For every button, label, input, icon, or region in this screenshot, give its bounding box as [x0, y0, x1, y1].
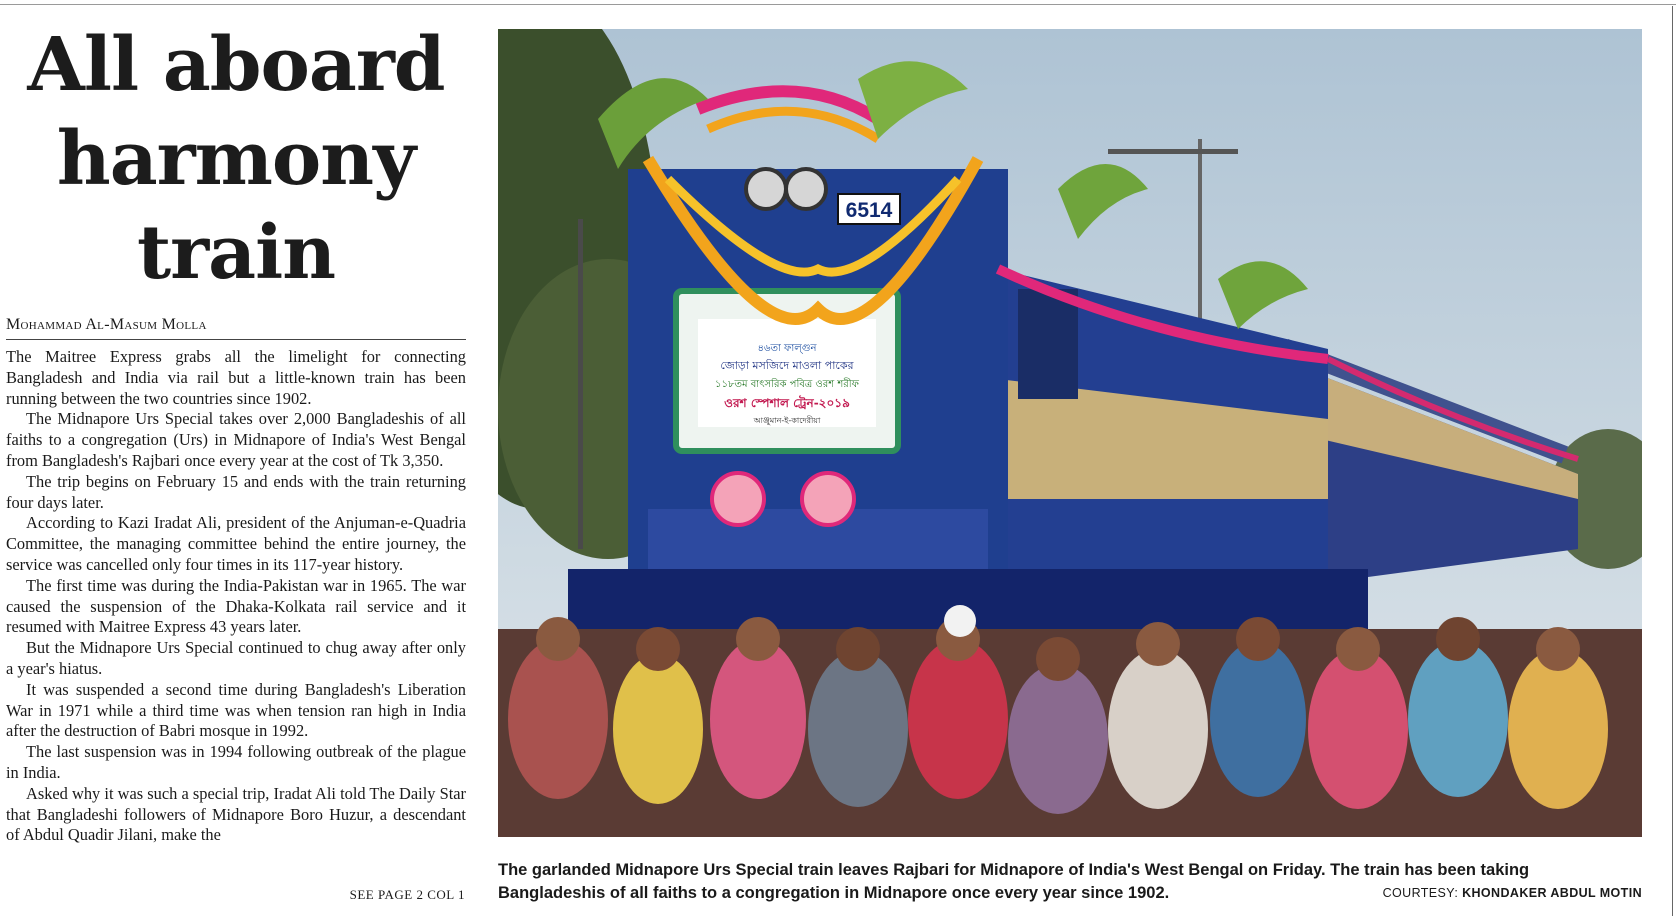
credit-name: KHONDAKER ABDUL MOTIN — [1462, 886, 1642, 900]
article-paragraph: The trip begins on February 15 and ends with the train returning four days later. — [6, 471, 466, 512]
article-paragraph: The Maitree Express grabs all the limelight for connecting Bangladesh and India via rail but a little-known train has been running between the two countries since 1902. — [6, 347, 466, 408]
article-paragraph: But the Midnapore Urs Special continued to chug away after only a year's hiatus. — [6, 638, 466, 678]
banner-line: ওরশ স্পেশাল ট্রেন-২০১৯ — [724, 396, 850, 410]
headline-line: All aboard — [27, 22, 445, 108]
banner-line: ৪৬তা ফাল্গুন — [757, 343, 817, 354]
banner-line: ১১৮তম বাৎসরিক পবিত্র ওরশ শরীফ — [715, 379, 859, 390]
headline-line: harmony — [56, 116, 416, 202]
article-paragraph: The Midnapore Urs Special takes over 2,000 Bangladeshis of all faiths to a congregation (Urs) in Midnapore of India's West Bengal from Bangladesh's Rajbari once every year at the cost of Tk 3,350. — [6, 409, 466, 470]
article-body — [6, 347, 466, 846]
banner-line: আঞ্জুমান-ই-কাদেরীয়া — [753, 416, 821, 425]
page-edge-rule — [1672, 6, 1673, 916]
train-photo — [498, 29, 1642, 837]
headline — [6, 18, 466, 300]
photo-caption: The garlanded Midnapore Urs Special train leaves Rajbari for Midnapore of India's West Bengal on Friday. The train has been taking Bangladeshis of all faiths to a congregation in Midnapore once every year since 1902. — [498, 861, 1530, 902]
article-paragraph: According to Kazi Iradat Ali, president of the Anjuman-e-Quadria Committee, the managing committee behind the entire journey, the service was cancelled only four times in its 117-year history. — [6, 513, 466, 574]
continued-on-page-2[interactable]: SEE PAGE 2 COL 1 — [349, 887, 465, 902]
train-photo-illustration — [498, 29, 1642, 837]
locomotive-number: 6514 — [845, 199, 893, 222]
article-paragraph: Asked why it was such a special trip, Iradat Ali told The Daily Star that Bangladeshi followers of Midnapore Boro Huzur, a descendant of Abdul Quadir Jilani, make the — [6, 783, 466, 845]
article-paragraph: It was suspended a second time during Bangladesh's Liberation War in 1971 while a third time was when tension ran high in India after the destruction of Babri mosque in 1992. — [6, 679, 466, 741]
article-paragraph: The last suspension was in 1994 following outbreak of the plague in India. — [6, 742, 466, 782]
headline-line: train — [136, 210, 336, 296]
article-paragraph: The first time was during the India-Pakistan war in 1965. The war caused the suspension of the Dhaka-Kolkata rail service and it resumed with Maitree Express 43 years later. — [6, 575, 466, 637]
top-rule — [0, 4, 1676, 5]
photo-credit — [1383, 886, 1642, 900]
article-column — [6, 18, 466, 846]
banner-line: জোড়া মসজিদে মাওলা পাকের — [720, 359, 854, 372]
byline: Mohammad Al-Masum Molla — [6, 316, 466, 340]
credit-label: COURTESY: — [1382, 886, 1459, 900]
